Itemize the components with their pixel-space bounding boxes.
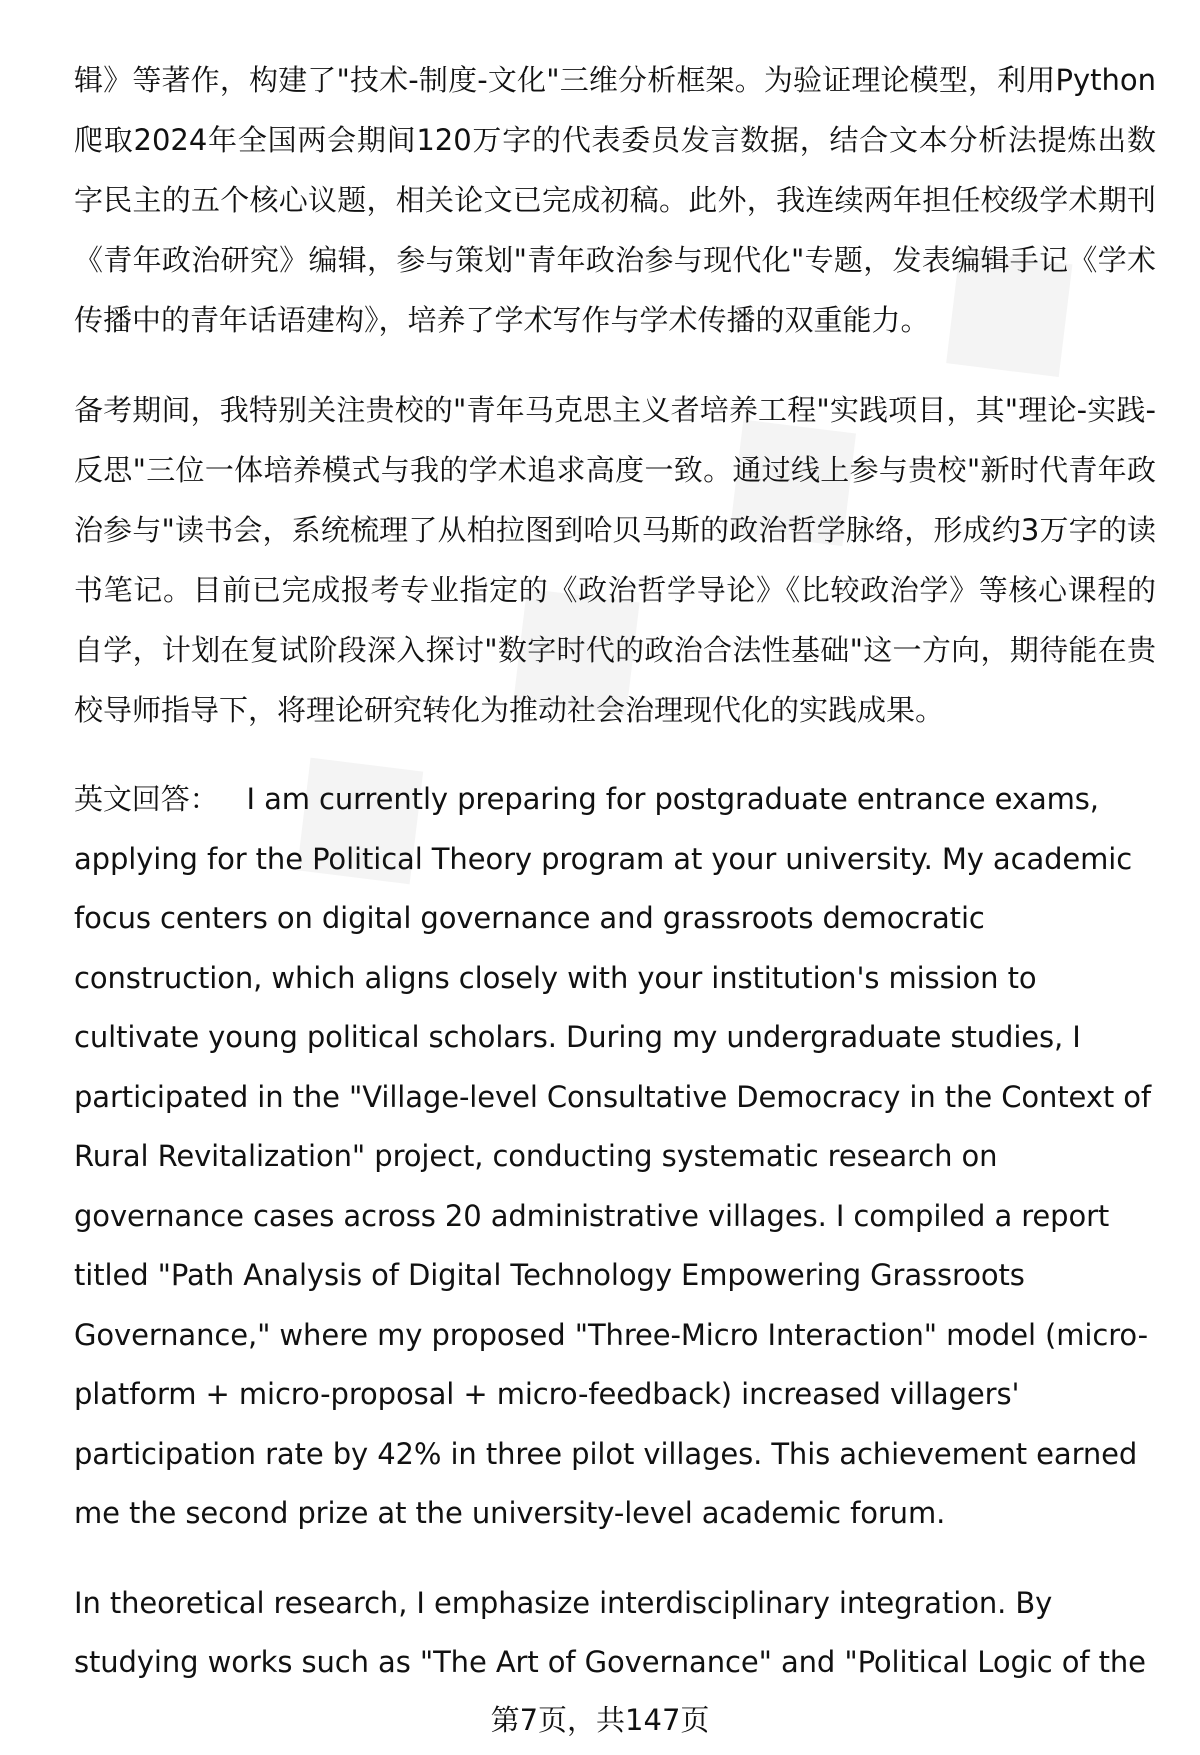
english-paragraph-2: In theoretical research, I emphasize interdisciplinary integration. By studying works such as "The Art of Governance" and "Political Logic of the	[74, 1585, 1146, 1679]
chinese-paragraph-2: 备考期间，我特别关注贵校的"青年马克思主义者培养工程"实践项目，其"理论-实践-反思"三位一体培养模式与我的学术追求高度一致。通过线上参与贵校"新时代青年政治参与"读书会，系统梳理了从柏拉图到哈贝马斯的政治哲学脉络，形成约3万字的读书笔记。目前已完成报考专业指定的《政治哲学导论》《比较政治学》等核心课程的自学，计划在复试阶段深入探讨"数字时代的政治合法性基础"这一方向，期待能在贵校导师指导下，将理论研究转化为推动社会治理现代化的实践成果。	[74, 393, 1156, 727]
chinese-paragraph-1: 辑》等著作，构建了"技术-制度-文化"三维分析框架。为验证理论模型，利用Python爬取2024年全国两会期间120万字的代表委员发言数据，结合文本分析法提炼出数字民主的五个核心议题，相关论文已完成初稿。此外，我连续两年担任校级学术期刊《青年政治研究》编辑，参与策划"青年政治参与现代化"专题，发表编辑手记《学术传播中的青年话语建构》，培养了学术写作与学术传播的双重能力。	[74, 63, 1156, 337]
english-answer-text: I am currently preparing for postgraduate entrance exams, applying for the Political Theory program at your university. My academic focus centers on digital governance and grassroots democratic construction, which aligns closely with your institution's mission to cultivate young political scholars. During my undergraduate studies, I participated in the "Village-level Consultative Democracy in the Context of Rural Revitalization" project, conducting systematic research on governance cases across 20 administrative villages. I compiled a report titled "Path Analysis of Digital Technology Empowering Grassroots Governance," where my proposed "Three-Micro Interaction" model (micro-platform + micro-proposal + micro-feedback) increased villagers' participation rate by 42% in three pilot villages. This achievement earned me the second prize at the university-level academic forum.	[74, 782, 1151, 1530]
page-number-footer: 第7页，共147页	[490, 1703, 710, 1737]
english-answer-paragraph	[74, 770, 1156, 1544]
document-body	[74, 50, 1156, 1723]
english-answer-label: 英文回答：	[74, 782, 219, 816]
